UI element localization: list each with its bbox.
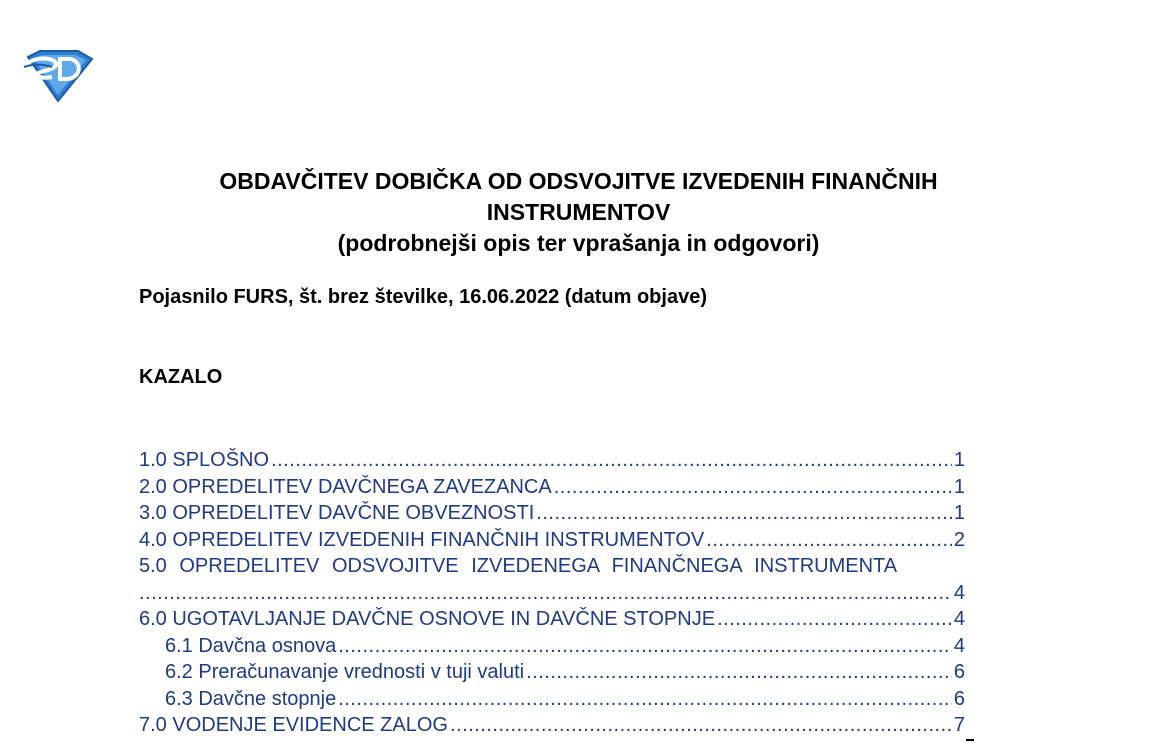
toc-entry-label: 6.1 Davčna osnova — [165, 634, 337, 657]
toc-entry-label: 6.2 Preračunavanje vrednosti v tuji valuti — [165, 661, 525, 683]
title-line-1: OBDAVČITEV DOBIČKA OD ODSVOJITVE IZVEDENIH FINANČNIH — [219, 168, 938, 194]
toc-entry-label: 5.0 OPREDELITEV ODSVOJITVE IZVEDENEGA FINANČNEGA INSTRUMENTA — [139, 555, 898, 577]
toc-leader — [706, 527, 952, 554]
toc-leader — [526, 659, 952, 686]
toc-entry-6[interactable] — [139, 606, 965, 633]
toc-entry-page: 1 — [953, 475, 965, 498]
toc-entry-label: 3.0 OPREDELITEV DAVČNE OBVEZNOSTI — [139, 502, 535, 524]
toc-entry-page: 6 — [953, 687, 965, 710]
toc-entry-page: 7 — [953, 714, 965, 736]
document-title — [0, 166, 1157, 228]
toc-leader — [536, 500, 952, 527]
toc-entry-label: 1.0 SPLOŠNO — [139, 449, 270, 471]
toc-entry-page: 2 — [953, 528, 965, 551]
toc-entry-4[interactable] — [139, 527, 965, 554]
toc-entry-5-continuation[interactable] — [139, 580, 965, 607]
text-cursor-mark — [966, 739, 974, 741]
toc-entry-6-2[interactable] — [139, 659, 965, 686]
toc-entry-6-1[interactable] — [139, 633, 965, 660]
toc-entry-page: 1 — [953, 502, 965, 524]
toc-entry-label: 7.0 VODENJE EVIDENCE ZALOG — [139, 714, 448, 736]
table-of-contents — [139, 447, 965, 739]
toc-entry-page: 6 — [953, 661, 965, 683]
toc-entry-3[interactable] — [139, 500, 965, 527]
title-line-2: INSTRUMENTOV — [486, 199, 671, 225]
toc-entry-page: 1 — [953, 449, 965, 471]
toc-entry-label: 6.3 Davčne stopnje — [165, 687, 337, 710]
toc-entry-label: 2.0 OPREDELITEV DAVČNEGA ZAVEZANCA — [139, 475, 552, 498]
toc-entry-5[interactable] — [139, 553, 965, 580]
toc-leader — [338, 686, 952, 713]
toc-leader — [717, 606, 952, 633]
toc-entry-page: 4 — [953, 608, 965, 630]
toc-leader — [554, 474, 952, 501]
toc-entry-7[interactable] — [139, 712, 965, 739]
toc-leader — [139, 580, 952, 607]
toc-entry-label: 4.0 OPREDELITEV IZVEDENIH FINANČNIH INSTRUMENTOV — [139, 528, 705, 551]
toc-leader — [271, 447, 952, 474]
document-meta: Pojasnilo FURS, št. brez številke, 16.06.2022 (datum objave) — [139, 286, 707, 308]
toc-entry-page: 4 — [953, 581, 965, 604]
toc-heading: KAZALO — [139, 366, 223, 388]
toc-entry-6-3[interactable] — [139, 686, 965, 713]
toc-entry-2[interactable] — [139, 474, 965, 501]
toc-entry-1[interactable] — [139, 447, 965, 474]
toc-leader — [450, 712, 952, 739]
toc-entry-label: 6.0 UGOTAVLJANJE DAVČNE OSNOVE IN DAVČNE STOPNJE — [139, 608, 716, 630]
document-subtitle: (podrobnejši opis ter vprašanja in odgovori) — [337, 230, 820, 256]
sd-diamond-logo-icon — [22, 49, 96, 103]
toc-entry-page: 4 — [953, 634, 965, 657]
toc-leader — [338, 633, 952, 660]
